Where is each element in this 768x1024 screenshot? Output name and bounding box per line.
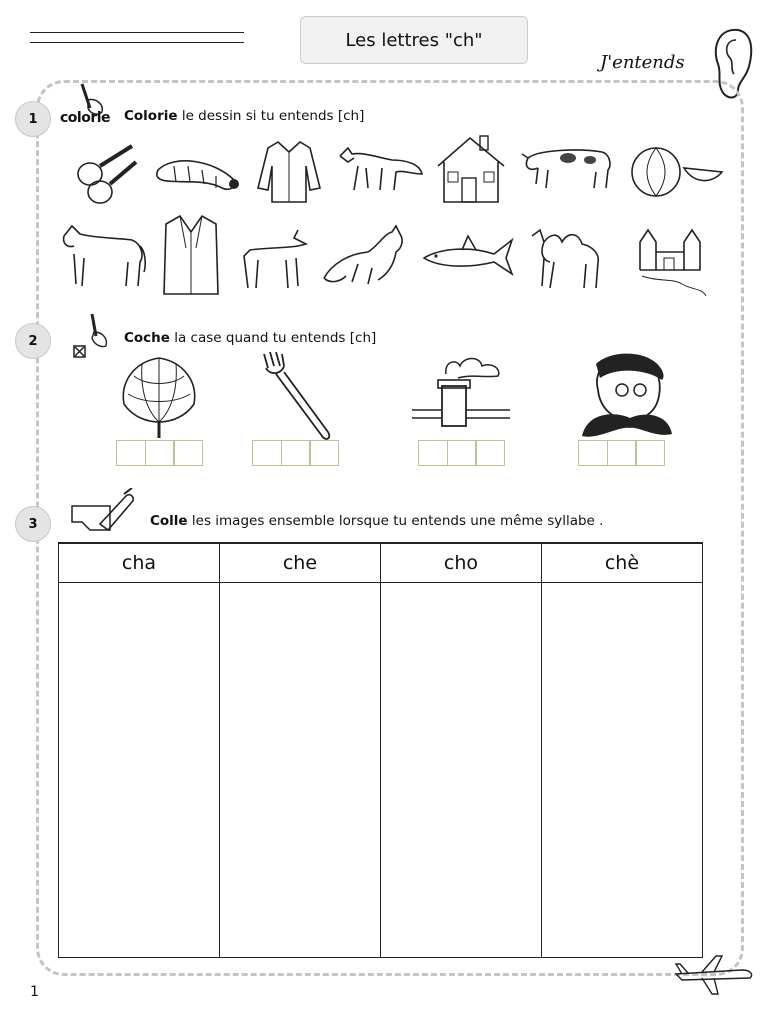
shirt-icon	[254, 138, 324, 206]
paste-area-che[interactable]	[219, 583, 380, 958]
melon-icon	[628, 144, 724, 200]
column-header-cha: cha	[59, 543, 220, 583]
column-header-che-grave: chè	[541, 543, 702, 583]
paste-area-cha[interactable]	[59, 583, 220, 958]
camel-icon	[526, 222, 610, 292]
coat-icon	[160, 212, 222, 298]
checkbox[interactable]	[607, 440, 637, 466]
checkbox[interactable]	[635, 440, 665, 466]
maracas-icon	[70, 140, 142, 206]
shark-icon	[420, 234, 516, 278]
checkbox[interactable]	[447, 440, 477, 466]
page-number: 1	[30, 984, 39, 1000]
instruction-2	[124, 330, 376, 346]
section-number-2: 2	[15, 323, 51, 359]
instruction-3-text: les images ensemble lorsque tu entends une même syllabe .	[187, 513, 604, 529]
instruction-2-text: la case quand tu entends [ch]	[169, 330, 377, 346]
instruction-2-verb: Coche	[124, 330, 170, 346]
checkbox-pencil-icon	[70, 312, 110, 360]
checkbox[interactable]	[252, 440, 282, 466]
house-icon	[432, 132, 510, 206]
glue-icon	[70, 488, 136, 536]
instruction-1-verb: Colorie	[124, 108, 178, 124]
name-lines	[30, 32, 244, 46]
moustache-man-icon	[578, 350, 674, 440]
horse-icon	[58, 222, 148, 290]
instruction-3	[150, 513, 603, 529]
checkbox[interactable]	[578, 440, 608, 466]
checkbox[interactable]	[145, 440, 175, 466]
syllable-boxes-fork	[252, 440, 339, 466]
colorie-logo	[60, 82, 116, 128]
checkbox[interactable]	[281, 440, 311, 466]
skill-label: J'entends	[600, 52, 685, 73]
goat-icon	[236, 226, 312, 292]
instruction-1-text: le dessin si tu entends [ch]	[177, 108, 365, 124]
syllable-boxes-moustache	[578, 440, 665, 466]
column-header-cho: cho	[381, 543, 542, 583]
section-number-1: 1	[15, 101, 51, 137]
checkbox[interactable]	[173, 440, 203, 466]
airplane-icon	[672, 952, 758, 998]
paste-area-cho[interactable]	[381, 583, 542, 958]
instruction-1	[124, 108, 364, 124]
syllable-sort-table	[58, 542, 703, 958]
cow-icon	[518, 138, 618, 194]
page-title: Les lettres "ch"	[300, 16, 528, 64]
fox-icon	[334, 140, 426, 196]
artichoke-icon	[114, 352, 204, 440]
paste-area-che-grave[interactable]	[541, 583, 702, 958]
syllable-boxes-artichoke	[116, 440, 203, 466]
chimney-icon	[410, 352, 514, 432]
fork-icon	[256, 350, 336, 444]
checkbox[interactable]	[116, 440, 146, 466]
syllable-boxes-chimney	[418, 440, 505, 466]
instruction-3-verb: Colle	[150, 513, 188, 529]
section-number-3: 3	[15, 506, 51, 542]
checkbox[interactable]	[418, 440, 448, 466]
castle-icon	[632, 212, 708, 298]
caterpillar-icon	[154, 150, 242, 196]
cat-icon	[318, 224, 408, 290]
column-header-che: che	[219, 543, 380, 583]
checkbox[interactable]	[475, 440, 505, 466]
checkbox[interactable]	[309, 440, 339, 466]
colorie-logo-text: colorie	[60, 110, 111, 126]
